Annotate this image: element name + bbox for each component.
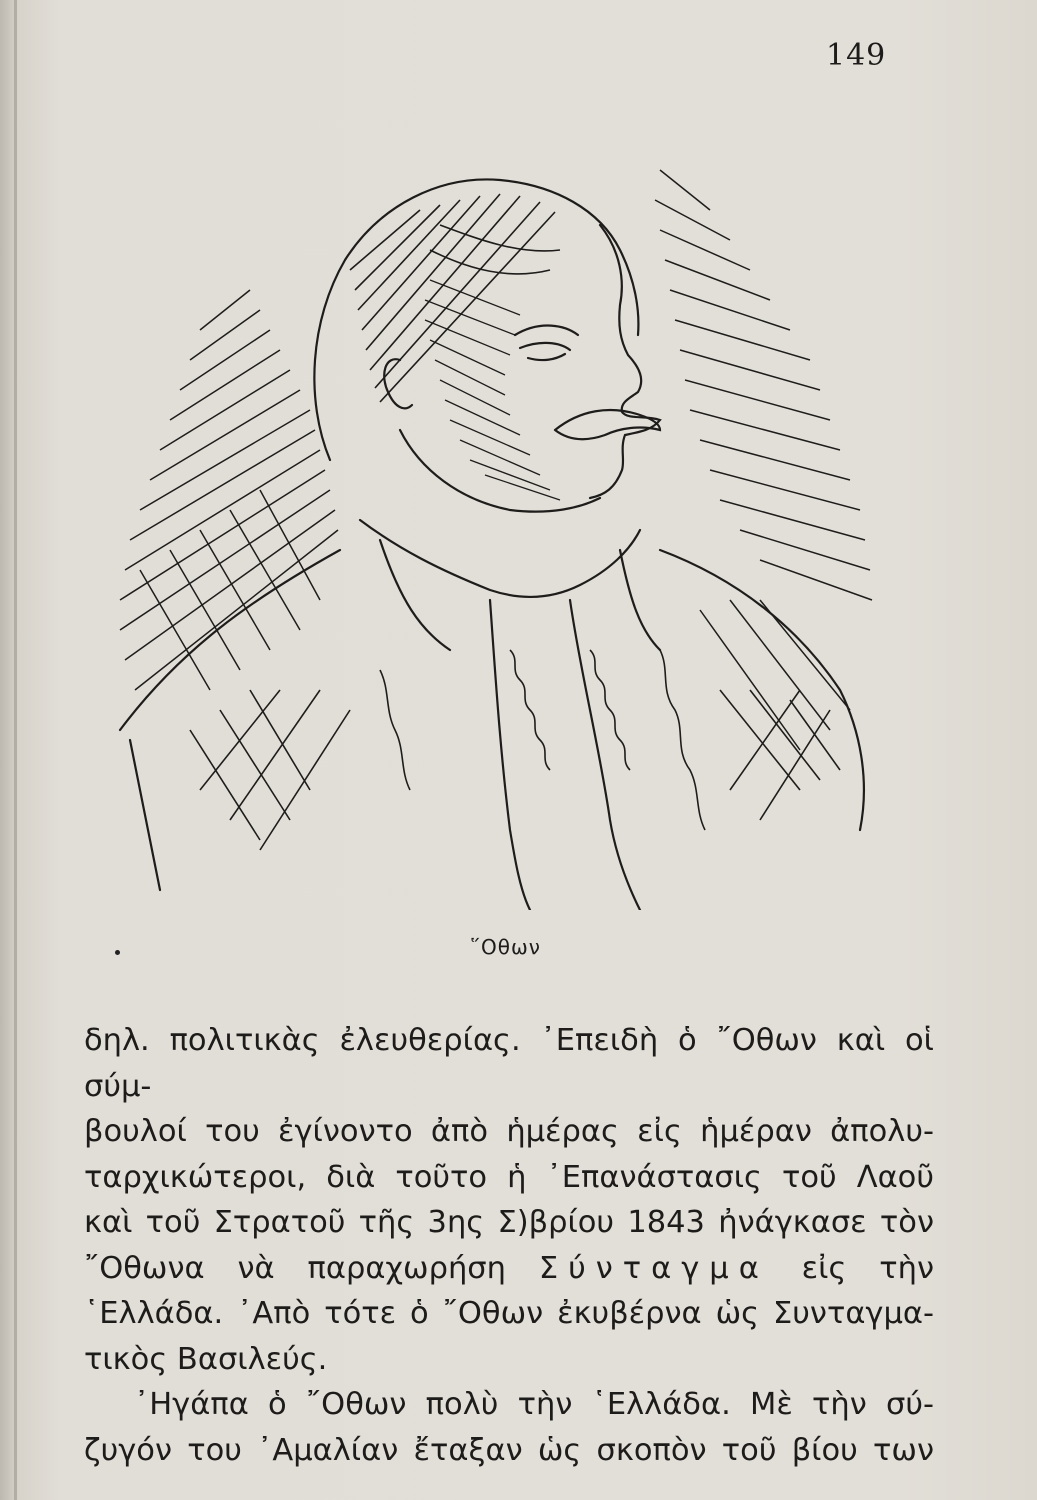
print-speck	[115, 950, 120, 955]
line5-prefix: ῎Οθωνα νὰ παραχωρήση	[84, 1250, 506, 1286]
figure-caption: ῞Οθων	[470, 935, 541, 959]
body-text	[84, 1018, 934, 1473]
paragraph1-line6: ῾Ελλάδα. ᾿Απὸ τότε ὁ ῎Οθων ἐκυβέρνα ὡς Συνταγμα-	[84, 1296, 934, 1331]
paragraph1-line2: βουλοί του ἐγίνοντο ἀπὸ ἡμέρας εἰς ἡμέραν ἀπολυ-	[84, 1114, 934, 1149]
line5-spaced-word: Σύνταγμα	[538, 1250, 769, 1286]
paragraph1-line5	[84, 1246, 934, 1292]
line5-suffix: εἰς τὴν	[801, 1250, 934, 1286]
paragraph2-line2: ζυγόν του ᾿Αμαλίαν ἔταξαν ὡς σκοπὸν τοῦ βίου των	[84, 1432, 934, 1468]
paragraph1-line4: καὶ τοῦ Στρατοῦ τῆς 3ης Σ)βρίου 1843 ἠνάγκασε τὸν	[84, 1205, 934, 1240]
paragraph1-line3: ταρχικώτεροι, διὰ τοῦτο ἡ ᾿Επανάστασις τοῦ Λαοῦ	[84, 1159, 934, 1195]
paragraph1-line7: τικὸς Βασιλεύς.	[84, 1341, 328, 1377]
page-binding-edge	[14, 0, 17, 1500]
paragraph2-line1: ᾿Ηγάπα ὁ ῎Οθων πολὺ τὴν ῾Ελλάδα. Μὲ τὴν σύ-	[134, 1387, 934, 1422]
portrait-engraving	[100, 130, 900, 910]
paragraph1-line1: δηλ. πολιτικὰς ἐλευθερίας. ᾿Επειδὴ ὁ ῎Οθων καὶ οἱ σύμ-	[84, 1023, 934, 1104]
page-number: 149	[826, 38, 887, 73]
